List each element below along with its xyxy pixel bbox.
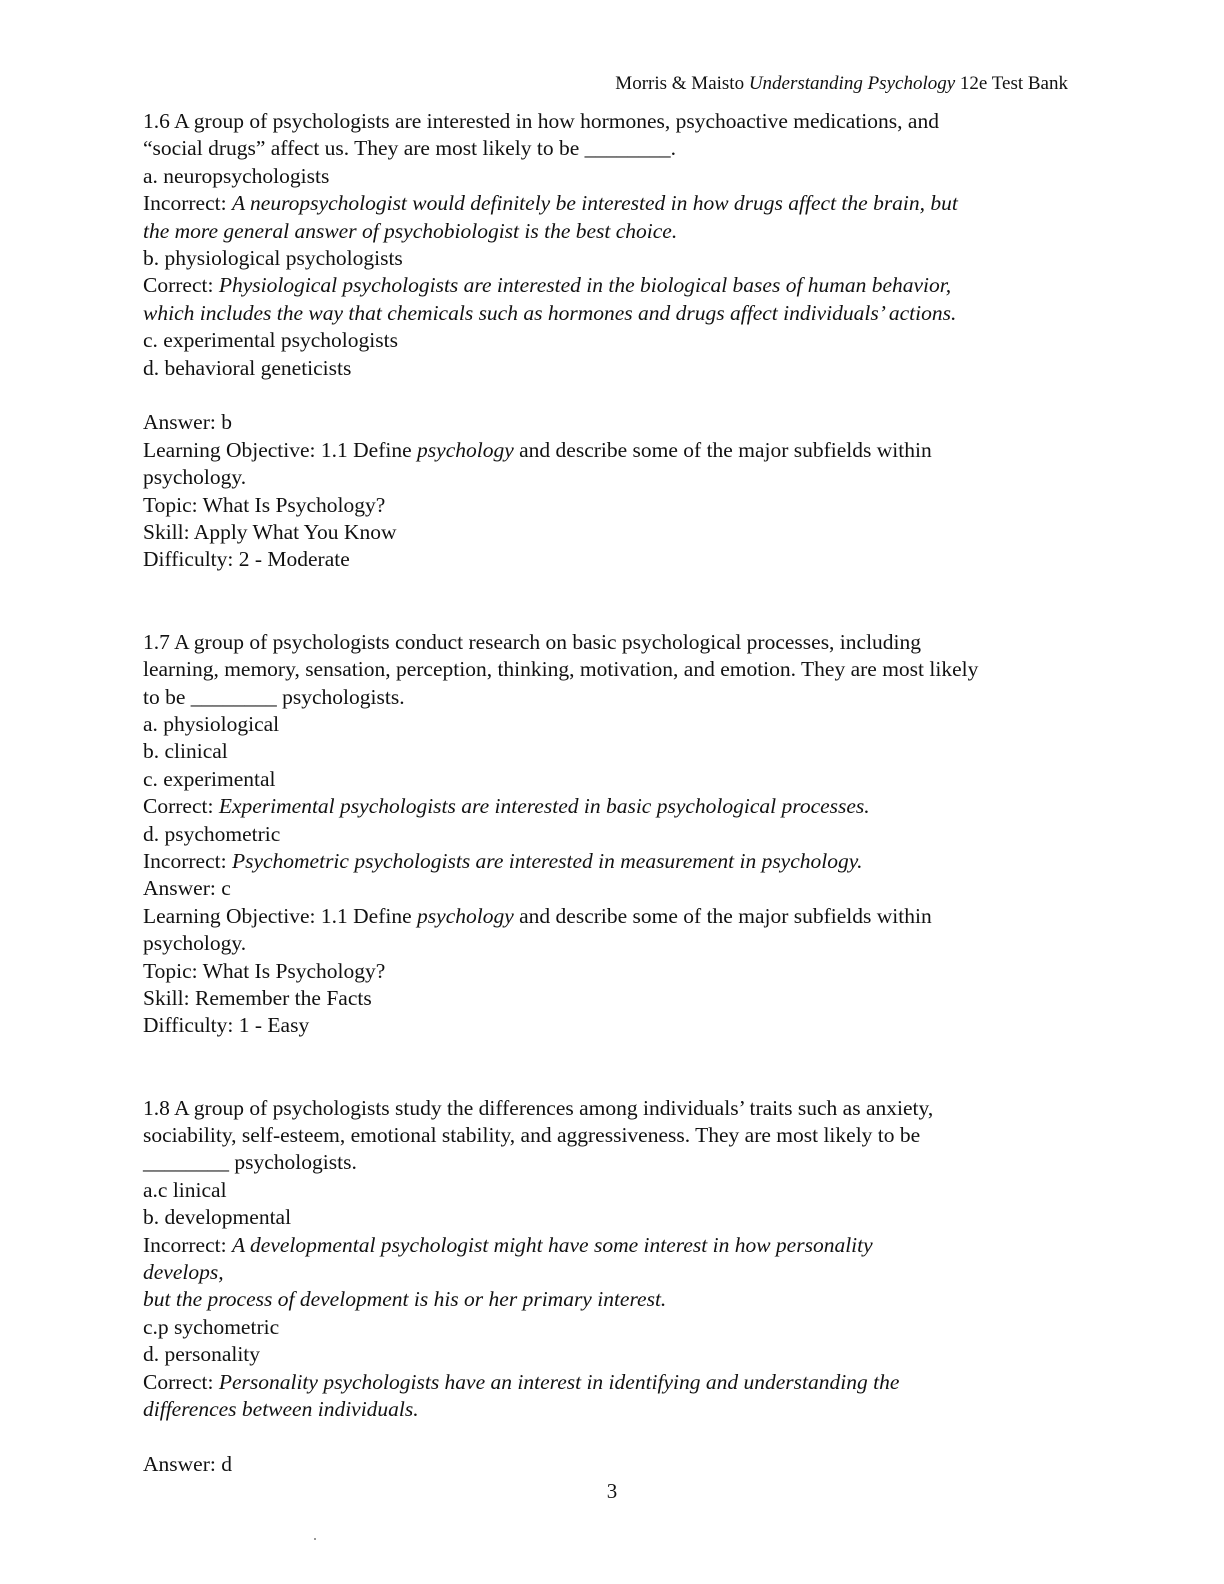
option-c: c. experimental xyxy=(143,766,276,791)
skill: Skill: Apply What You Know xyxy=(143,520,397,545)
header-edition: 12e Test Bank xyxy=(955,73,1068,94)
option-c-feedback xyxy=(143,793,1083,820)
option-b-feedback xyxy=(143,272,1083,299)
option-a: a. physiological xyxy=(143,711,280,736)
question-stem-line: sociability, self-esteem, emotional stability, and aggressiveness. They are most likely to be xyxy=(143,1122,921,1147)
option-a-feedback xyxy=(143,190,1083,217)
option-a: a. neuropsychologists xyxy=(143,163,330,188)
scan-speck xyxy=(314,1538,316,1540)
question-stem-line: 1.8 A group of psychologists study the differences among individuals’ traits such as anxiety, xyxy=(143,1095,934,1120)
question-stem-line: “social drugs” affect us. They are most likely to be ________. xyxy=(143,136,676,161)
option-b: b. clinical xyxy=(143,739,228,764)
header-authors: Morris & Maisto xyxy=(615,73,749,94)
option-d-feedback xyxy=(143,1369,1083,1396)
question-1-6 xyxy=(143,108,1083,574)
option-d-feedback xyxy=(143,848,1083,875)
feedback-label: Incorrect: xyxy=(143,191,232,216)
feedback-label: Correct: xyxy=(143,1369,219,1394)
question-stem-line: 1.7 A group of psychologists conduct research on basic psychological processes, including xyxy=(143,629,922,654)
option-b-feedback-cont: develops, xyxy=(143,1260,224,1285)
feedback-label: Incorrect: xyxy=(143,848,232,873)
difficulty: Difficulty: 2 - Moderate xyxy=(143,547,350,572)
option-a-feedback-cont: the more general answer of psychobiologist is the best choice. xyxy=(143,218,678,243)
objective-term: psychology xyxy=(417,437,514,462)
feedback-text: Experimental psychologists are interested in basic psychological processes. xyxy=(218,794,870,819)
option-b: b. developmental xyxy=(143,1205,292,1230)
question-stem-line: to be ________ psychologists. xyxy=(143,684,405,709)
option-b: b. physiological psychologists xyxy=(143,246,403,271)
option-b-feedback xyxy=(143,1232,1083,1259)
learning-objective: Learning Objective: 1.1 Define psychology and describe some of the major subfields within xyxy=(143,903,932,928)
header-book-title: Understanding Psychology xyxy=(748,73,956,94)
option-c: c. experimental psychologists xyxy=(143,328,398,353)
running-header xyxy=(615,72,1068,96)
feedback-text: Psychometric psychologists are interested in measurement in psychology. xyxy=(231,848,863,873)
answer: Answer: c xyxy=(143,876,231,901)
question-stem-line: 1.6 A group of psychologists are interested in how hormones, psychoactive medications, and xyxy=(143,109,939,133)
question-1-7 xyxy=(143,629,1083,1040)
answer: Answer: d xyxy=(143,1451,232,1476)
option-b-feedback-cont: but the process of development is his or her primary interest. xyxy=(143,1287,667,1312)
feedback-label: Correct: xyxy=(143,273,219,298)
option-d: d. psychometric xyxy=(143,821,281,846)
document-body xyxy=(143,108,1083,1478)
feedback-label: Correct: xyxy=(143,794,219,819)
topic: Topic: What Is Psychology? xyxy=(143,492,386,517)
option-d-feedback-cont: differences between individuals. xyxy=(143,1397,419,1422)
option-b-feedback-cont: which includes the way that chemicals such as hormones and drugs affect individuals’ actions. xyxy=(143,300,957,325)
answer: Answer: b xyxy=(143,410,232,435)
feedback-text: A developmental psychologist might have some interest in how personality xyxy=(231,1232,873,1257)
option-d: d. behavioral geneticists xyxy=(143,355,352,380)
learning-objective: Learning Objective: 1.1 Define psychology and describe some of the major subfields within xyxy=(143,437,932,462)
question-stem-line: ________ psychologists. xyxy=(143,1150,357,1175)
question-1-8 xyxy=(143,1095,1083,1479)
option-d: d. personality xyxy=(143,1342,261,1367)
feedback-text: Physiological psychologists are interested in the biological bases of human behavior, xyxy=(218,273,952,298)
topic: Topic: What Is Psychology? xyxy=(143,958,386,983)
feedback-label: Incorrect: xyxy=(143,1232,232,1257)
objective-term: psychology xyxy=(417,903,514,928)
option-c: c.p sychometric xyxy=(143,1314,280,1339)
feedback-text: Personality psychologists have an interest in identifying and understanding the xyxy=(218,1369,900,1394)
page-number: 3 xyxy=(606,1479,618,1503)
skill: Skill: Remember the Facts xyxy=(143,985,372,1010)
feedback-text: A neuropsychologist would definitely be interested in how drugs affect the brain, but xyxy=(231,191,958,216)
learning-objective-cont: psychology. xyxy=(143,931,247,956)
option-a: a.c linical xyxy=(143,1177,227,1202)
question-stem-line: learning, memory, sensation, perception, thinking, motivation, and emotion. They are most likely xyxy=(143,657,979,682)
difficulty: Difficulty: 1 - Easy xyxy=(143,1013,310,1038)
learning-objective-cont: psychology. xyxy=(143,465,247,490)
